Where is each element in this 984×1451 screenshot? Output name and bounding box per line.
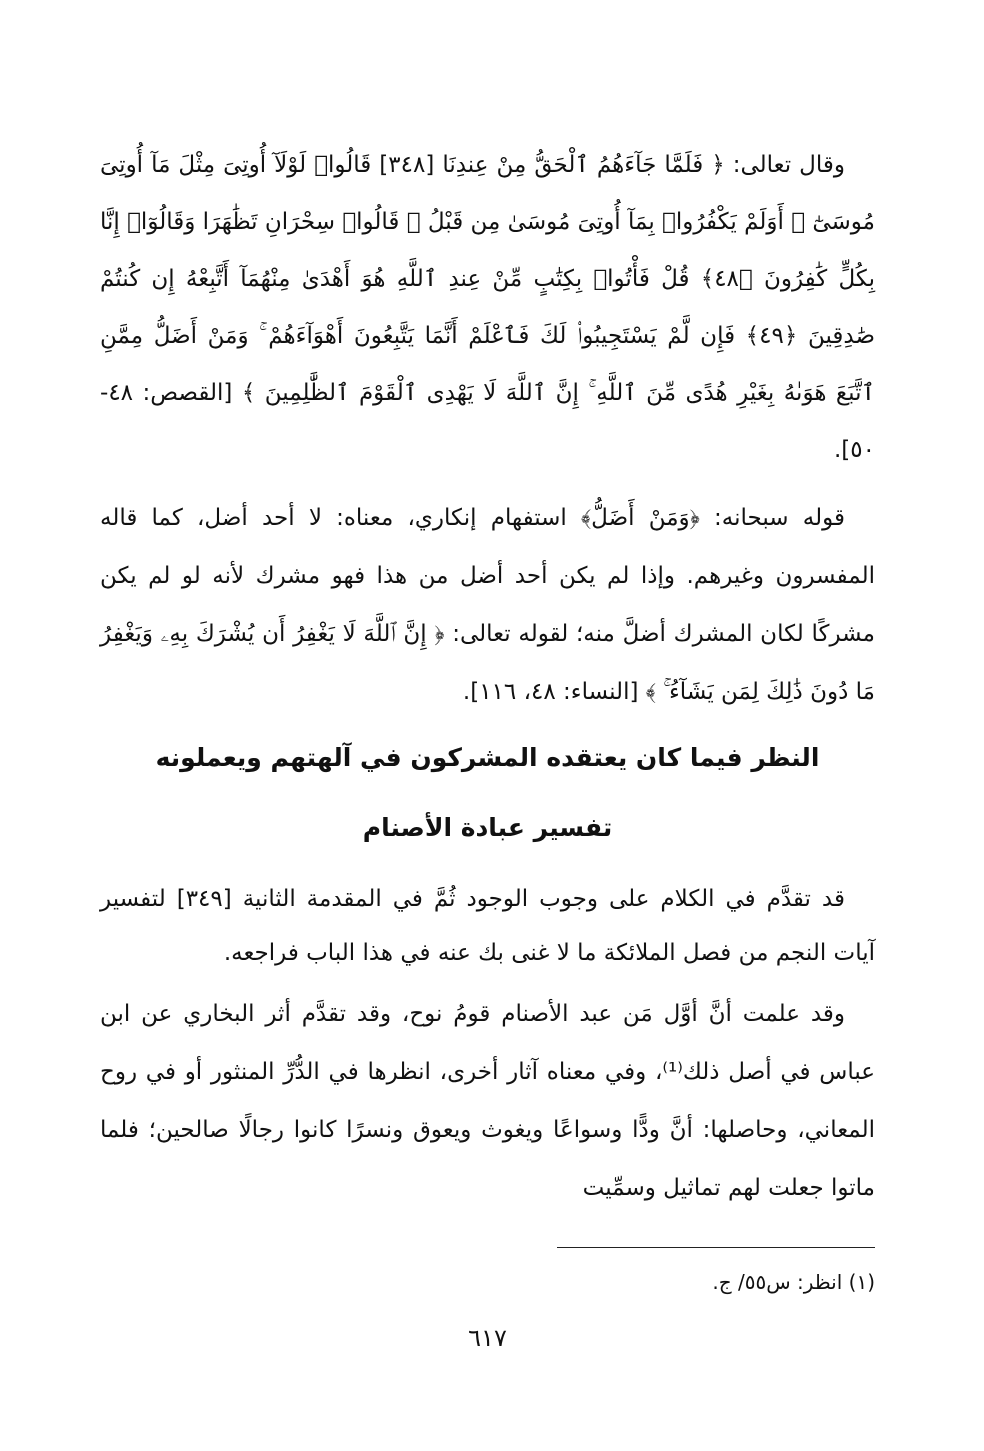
body-paragraph-2: وقد علمت أنَّ أوَّل مَن عبد الأصنام قومُ نوح، وقد تقدَّم أثر البخاري عن ابن عباس في أصل ذلك⁽¹⁾، وفي معناه آثار أخرى، انظرها في الدُّرِّ المنثور أو في روح المعاني، وحاصلها: أنَّ ودًّا وسواعًا ويغوث ويعوق ونسرًا كانوا رجالًا صالحين؛ فلما ماتوا جعلت لهم تماثيل وسمِّيت [100, 1001, 875, 1201]
section-heading: النظر فيما كان يعتقده المشركون في آلهتهم ويعملونه [155, 743, 820, 772]
commentary-paragraph: قوله سبحانه: ﴿وَمَنْ أَضَلُّ﴾ استفهام إنكاري، معناه: لا أحد أضل، كما قاله المفسرون وغيرهم. وإذا لم يكن أحد أضل من هذا فهو مشرك لأنه لو لم يكن مشركًا لكان المشرك أضلَّ منه؛ لقوله تعالى: ﴿ إِنَّ ٱللَّهَ لَا يَغْفِرُ أَن يُشْرَكَ بِهِۦ وَيَغْفِرُ مَا دُونَ ذَٰلِكَ لِمَن يَشَآءُ ۚ ﴾ [النساء: ٤٨، ١١٦]. [100, 505, 875, 705]
footnote-divider [557, 1247, 875, 1248]
subsection-heading: تفسير عبادة الأصنام [362, 813, 613, 842]
quran-quote-paragraph: وقال تعالى: ﴿ فَلَمَّا جَآءَهُمُ ٱلْحَقُّ مِنْ عِندِنَا [٣٤٨] قَالُوا۟ لَوْلَآ أُوتِىَ مِثْلَ مَآ أُوتِىَ مُوسَىٰٓ ۚ أَوَلَمْ يَكْفُرُوا۟ بِمَآ أُوتِىَ مُوسَىٰ مِن قَبْلُ ۖ قَالُوا۟ سِحْرَانِ تَظَٰهَرَا وَقَالُوٓا۟ إِنَّا بِكُلٍّ كَٰفِرُونَ ﴿٤٨﴾ قُلْ فَأْتُوا۟ بِكِتَٰبٍ مِّنْ عِندِ ٱللَّهِ هُوَ أَهْدَىٰ مِنْهُمَآ أَتَّبِعْهُ إِن كُنتُمْ صَٰدِقِينَ ﴿٤٩﴾ فَإِن لَّمْ يَسْتَجِيبُوا۟ لَكَ فَٱعْلَمْ أَنَّمَا يَتَّبِعُونَ أَهْوَآءَهُمْ ۚ وَمَنْ أَضَلُّ مِمَّنِ ٱتَّبَعَ هَوَىٰهُ بِغَيْرِ هُدًى مِّنَ ٱللَّهِ ۚ إِنَّ ٱللَّهَ لَا يَهْدِى ٱلْقَوْمَ ٱلظَّٰلِمِينَ ﴾ [القصص: ٤٨- ٥٠]. [100, 152, 875, 463]
body-paragraph-1: قد تقدَّم في الكلام على وجوب الوجود ثُمَّ في المقدمة الثانية [٣٤٩] لتفسير آيات النجم من فصل الملائكة ما لا غنى بك عنه في هذا الباب فراجعه. [100, 886, 875, 966]
footnote: (١) انظر: س٥٥/ ج. [712, 1270, 875, 1294]
page-number: ٦١٧ [468, 1324, 507, 1352]
